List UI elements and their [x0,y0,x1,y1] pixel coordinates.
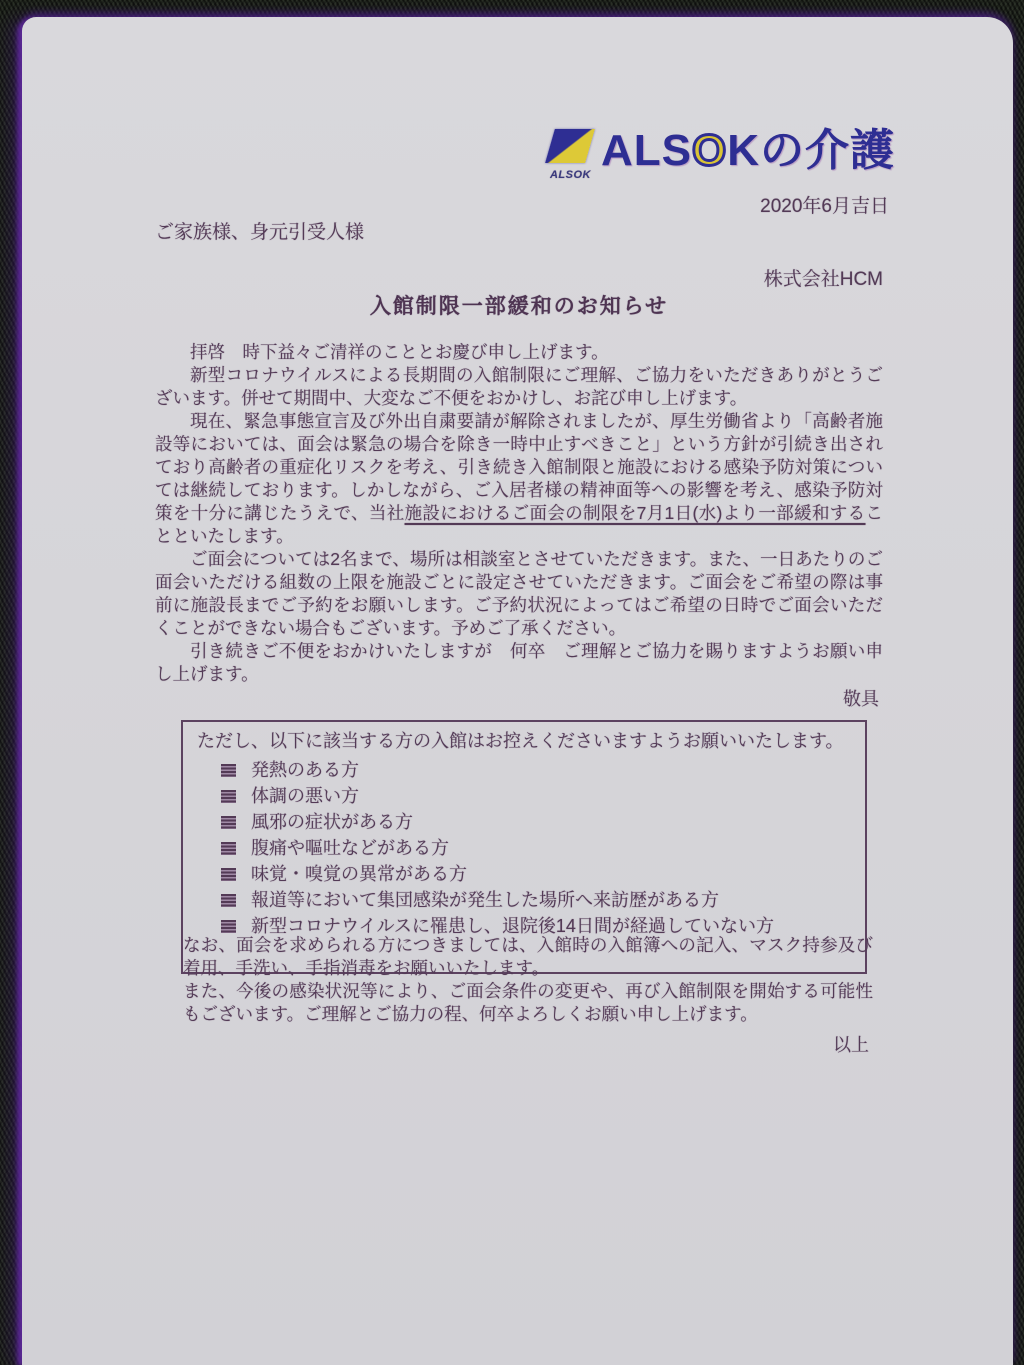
policy-text-post: ことといたします。 [155,503,883,546]
letter-paper [22,17,1013,1365]
striped-square-bullet-icon [221,764,236,777]
restriction-list [197,757,855,939]
paragraph-request: 引き続きご不便をおかけいたしますが 何卒 ご理解とご協力を賜りますようお願い申し上げます。 [155,641,883,684]
restriction-item [197,835,855,861]
letter-date: 2020年6月吉日 [760,196,889,217]
letter-content [155,125,895,1057]
striped-square-bullet-icon [221,920,236,933]
paragraph-entry-procedures: なお、面会を求められる方につきましては、入館時の入館簿への記入、マスク持参及び着用、手洗い、手指消毒をお願いいたします。 [183,935,873,978]
restriction-item [197,861,855,887]
restriction-item [197,809,855,835]
logo-mark-group [550,129,591,187]
company-name: 株式会社HCM [763,269,883,290]
restriction-item [197,783,855,809]
striped-square-bullet-icon [221,816,236,829]
restriction-lead: ただし、以下に該当する方の入館はお控えくださいますようお願いいたします。 [197,731,844,751]
brand-yellow-o: O [691,126,728,175]
striped-square-bullet-icon [221,790,236,803]
policy-text-pre: 現在、緊急事態宣言及び外出自粛要請が解除されましたが、厚生労働省より「高齢者施設等においては、面会は緊急の場合を除き一時中止すべきこと」という方針が引続き出されており高齢者の重症化リスクを考え、引き続き入館制限と施設における感染予防対策については継続しております。しかしながら、ご入居者様の精神面等への影響を考え、感染予防対策を十分に講じたうえで、当社 [155,411,883,523]
letter-title: 入館制限一部緩和のお知らせ [369,295,669,318]
addressee: ご家族様、身元引受人様 [155,222,365,243]
restriction-item-label: 体調の悪い方 [251,786,359,806]
brand-text-post: Kの介護 [727,126,895,175]
end-ijou: 以上 [833,1035,869,1055]
paragraph-policy [155,410,883,548]
restriction-item-label: 風邪の症状がある方 [251,812,413,832]
paragraph-opening: 拝啓 時下益々ご清祥のこととお慶び申し上げます。 [190,342,609,362]
restriction-item-label: 腹痛や嘔吐などがある方 [251,838,449,858]
logo-mark-label: ALSOK [549,169,591,181]
alsok-parallelogram-icon [546,129,596,163]
striped-square-bullet-icon [221,868,236,881]
paragraph-thanks: 新型コロナウイルスによる長期間の入館制限にご理解、ご協力をいただきありがとうございます。併せて期間中、大変なご不便をおかけし、お詫び申し上げます。 [155,365,883,408]
alsok-logo [155,125,895,187]
paragraph-future-changes: また、今後の感染状況等により、ご面会条件の変更や、再び入館制限を開始する可能性もございます。ご理解とご協力の程、何卒よろしくお願い申し上げます。 [183,981,873,1024]
restriction-item [197,757,855,783]
restriction-item [197,887,855,913]
restriction-item-label: 味覚・嗅覚の異常がある方 [251,864,467,884]
restriction-item-label: 報道等において集団感染が発生した場所へ来訪歴がある方 [251,890,719,910]
underlined-easing-statement: 施設におけるご面会の制限を7月1日(水)より一部緩和する [404,503,866,523]
restriction-item-label: 発熱のある方 [251,760,359,780]
striped-square-bullet-icon [221,842,236,855]
restriction-item-label: 新型コロナウイルスに罹患し、退院後14日間が経過していない方 [251,916,774,936]
striped-square-bullet-icon [221,894,236,907]
brand-text-pre: ALS [600,126,692,175]
closing-keigu: 敬具 [843,689,879,709]
paragraph-visit-rules: ご面会については2名まで、場所は相談室とさせていただきます。また、一日あたりのご面会いただける組数の上限を施設ごとに設定させていただきます。ご面会をご希望の際は事前に施設長までご予約をお願いします。ご予約状況によってはご希望の日時でご面会いただくことができない場合もございます。予めご了承ください。 [155,549,883,638]
brand-text [601,125,895,177]
